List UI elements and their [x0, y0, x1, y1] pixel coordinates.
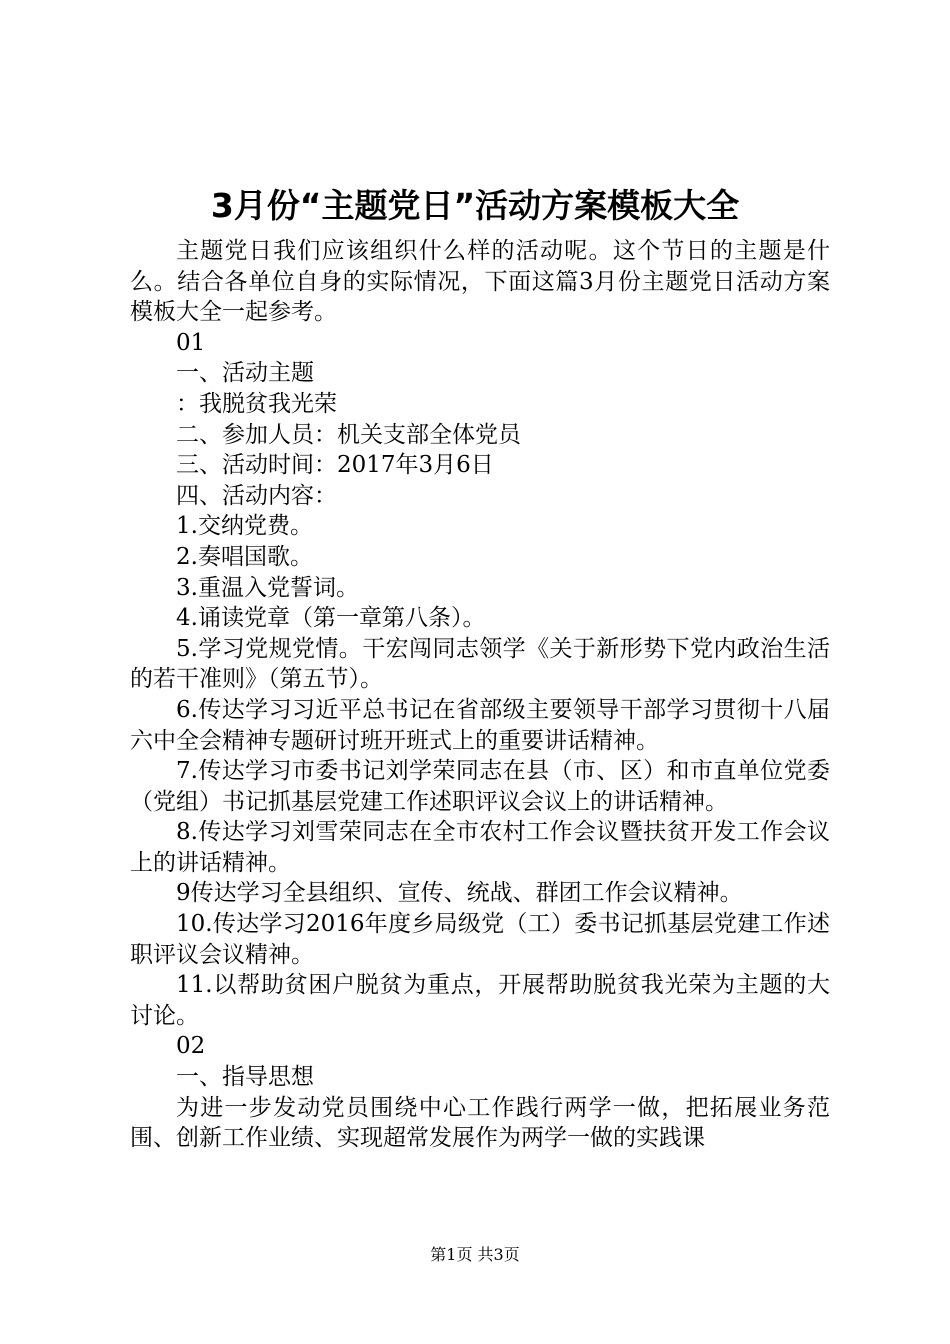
list-item: 8.传达学习刘雪荣同志在全市农村工作会议暨扶贫开发工作会议上的讲话精神。 [130, 819, 830, 876]
content-heading: 四、活动内容： [176, 482, 337, 509]
list-item: 4.诵读党章（第一章第八条）。 [176, 605, 486, 632]
guide-heading: 一、指导思想 [176, 1064, 314, 1091]
list-item: 5.学习党规党情。干宏闯同志领学《关于新形势下党内政治生活的若干准则》（第五节）。 [130, 635, 830, 693]
list-item: 11.以帮助贫困户脱贫为重点，开展帮助脱贫我光荣为主题的大讨论。 [130, 972, 830, 1029]
section-number-01: 01 [176, 329, 206, 356]
list-item: 7.传达学习市委书记刘学荣同志在县（市、区）和市直单位党委（党组）书记抓基层党建工作述职评议会议上的讲话精神。 [130, 758, 830, 815]
theme-value: ：我脱贫我光荣 [176, 390, 337, 417]
list-item: 3.重温入党誓词。 [176, 574, 359, 601]
participants-line: 二、参加人员：机关支部全体党员 [176, 421, 521, 448]
document-body [130, 236, 830, 1154]
intro-paragraph: 主题党日我们应该组织什么样的活动呢。这个节日的主题是什么。结合各单位自身的实际情况，下面这篇3月份主题党日活动方案模板大全一起参考。 [130, 238, 830, 326]
document-title: 3月份“主题党日”活动方案模板大全 [210, 186, 740, 225]
time-line: 三、活动时间：2017年3月6日 [176, 452, 494, 479]
list-item: 6.传达学习习近平总书记在省部级主要领导干部学习贯彻十八届六中全会精神专题研讨班开班式上的重要讲话精神。 [130, 696, 830, 754]
theme-heading: 一、活动主题 [176, 360, 314, 387]
list-item: 10.传达学习2016年度乡局级党（工）委书记抓基层党建工作述职评议会议精神。 [130, 911, 830, 968]
guide-paragraph: 为进一步发动党员围绕中心工作践行两学一做，把拓展业务范围、创新工作业绩、实现超常发展作为两学一做的实践课 [130, 1094, 830, 1152]
list-item: 2.奏唱国歌。 [176, 543, 313, 570]
list-item: 9传达学习全县组织、宣传、统战、群团工作会议精神。 [176, 880, 743, 907]
list-item: 1.交纳党费。 [176, 513, 313, 540]
section-number-02: 02 [176, 1033, 206, 1060]
page-footer: 第1页 共3页 [430, 1245, 520, 1264]
